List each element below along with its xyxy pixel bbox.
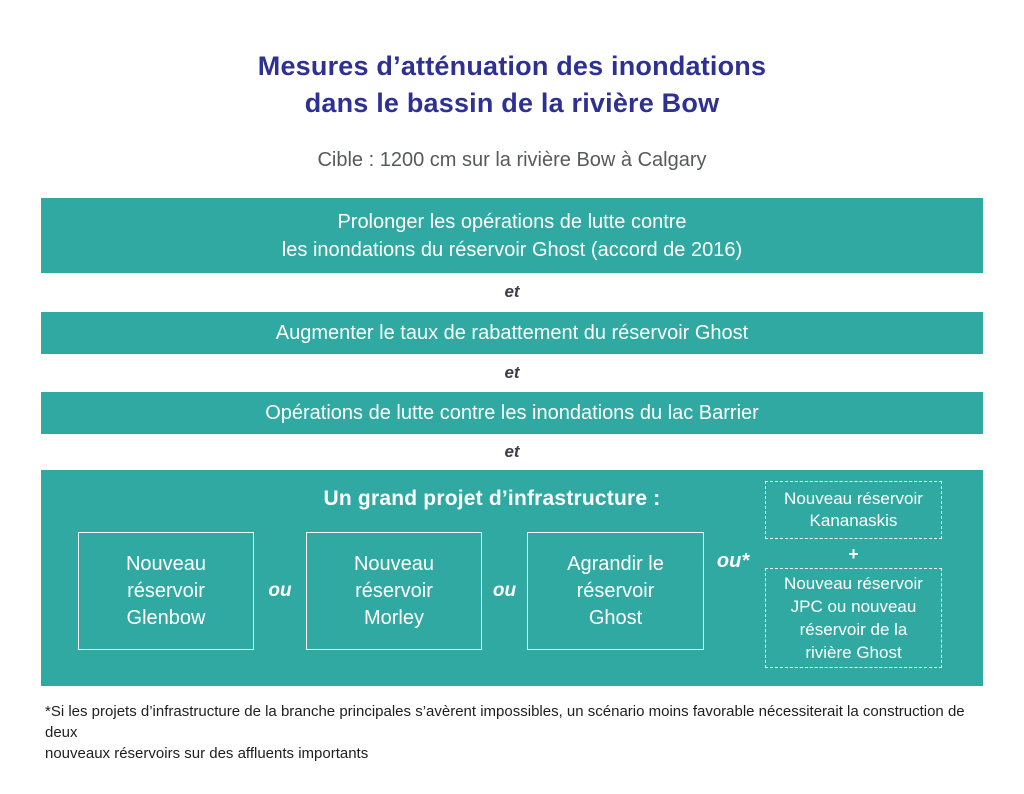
option-box-ghost-expansion	[527, 532, 704, 650]
footnote-line: *Si les projets d’infrastructure de la branche principales s’avèrent impossibles, un scénario moins favorable nécessiterait la construction de deux	[45, 703, 965, 741]
alternative-text-line: réservoir de la	[799, 620, 908, 639]
alternative-box-jpc-ghost	[765, 568, 942, 668]
page-title-line-1: Mesures d’atténuation des inondations	[257, 51, 767, 81]
option-text-line: réservoir	[127, 579, 205, 602]
alternative-text-line: Nouveau réservoir	[784, 574, 923, 593]
option-box-morley	[306, 532, 482, 650]
alternative-text-line: Kananaskis	[809, 511, 898, 530]
plus-connector: +	[848, 544, 859, 564]
measure-bar-drawdown-rate	[41, 312, 983, 354]
option-text-line: Glenbow	[126, 606, 206, 629]
and-connector: et	[504, 363, 520, 382]
measure-text-line: les inondations du réservoir Ghost (accord de 2016)	[281, 238, 743, 261]
alternative-text-line: Nouveau réservoir	[784, 489, 923, 508]
measure-bar-barrier-lake	[41, 392, 983, 434]
page-title-line-2: dans le bassin de la rivière Bow	[304, 88, 720, 118]
or-star-connector: ou*	[716, 550, 750, 572]
footnote	[45, 701, 975, 764]
option-text-line: réservoir	[355, 579, 433, 602]
infrastructure-heading: Un grand projet d’infrastructure :	[323, 487, 661, 510]
measure-text-line: Prolonger les opérations de lutte contre	[337, 210, 687, 233]
option-box-glenbow	[78, 532, 254, 650]
measure-bar-ghost-operations	[41, 198, 983, 273]
measure-text-line: Opérations de lutte contre les inondations du lac Barrier	[265, 402, 759, 424]
alternative-text-line: JPC ou nouveau	[790, 597, 917, 616]
page-title	[0, 48, 1024, 122]
measure-text-line: Augmenter le taux de rabattement du réservoir Ghost	[275, 322, 749, 344]
alternative-text-line: rivière Ghost	[805, 643, 902, 662]
option-text-line: Nouveau	[353, 552, 435, 575]
infrastructure-project-block	[41, 470, 983, 686]
option-text-line: Agrandir le	[567, 552, 664, 575]
footnote-line: nouveaux réservoirs sur des affluents importants	[45, 745, 369, 762]
option-text-line: Ghost	[588, 606, 643, 629]
and-connector: et	[504, 282, 520, 301]
option-text-line: Morley	[363, 606, 424, 629]
or-connector: ou	[492, 580, 517, 601]
or-connector: ou	[268, 580, 292, 601]
option-text-line: Nouveau	[125, 552, 207, 575]
and-connector: et	[504, 442, 520, 461]
option-text-line: réservoir	[576, 579, 655, 602]
alternative-box-kananaskis	[765, 481, 942, 539]
target-subtitle: Cible : 1200 cm sur la rivière Bow à Calgary	[317, 149, 707, 171]
